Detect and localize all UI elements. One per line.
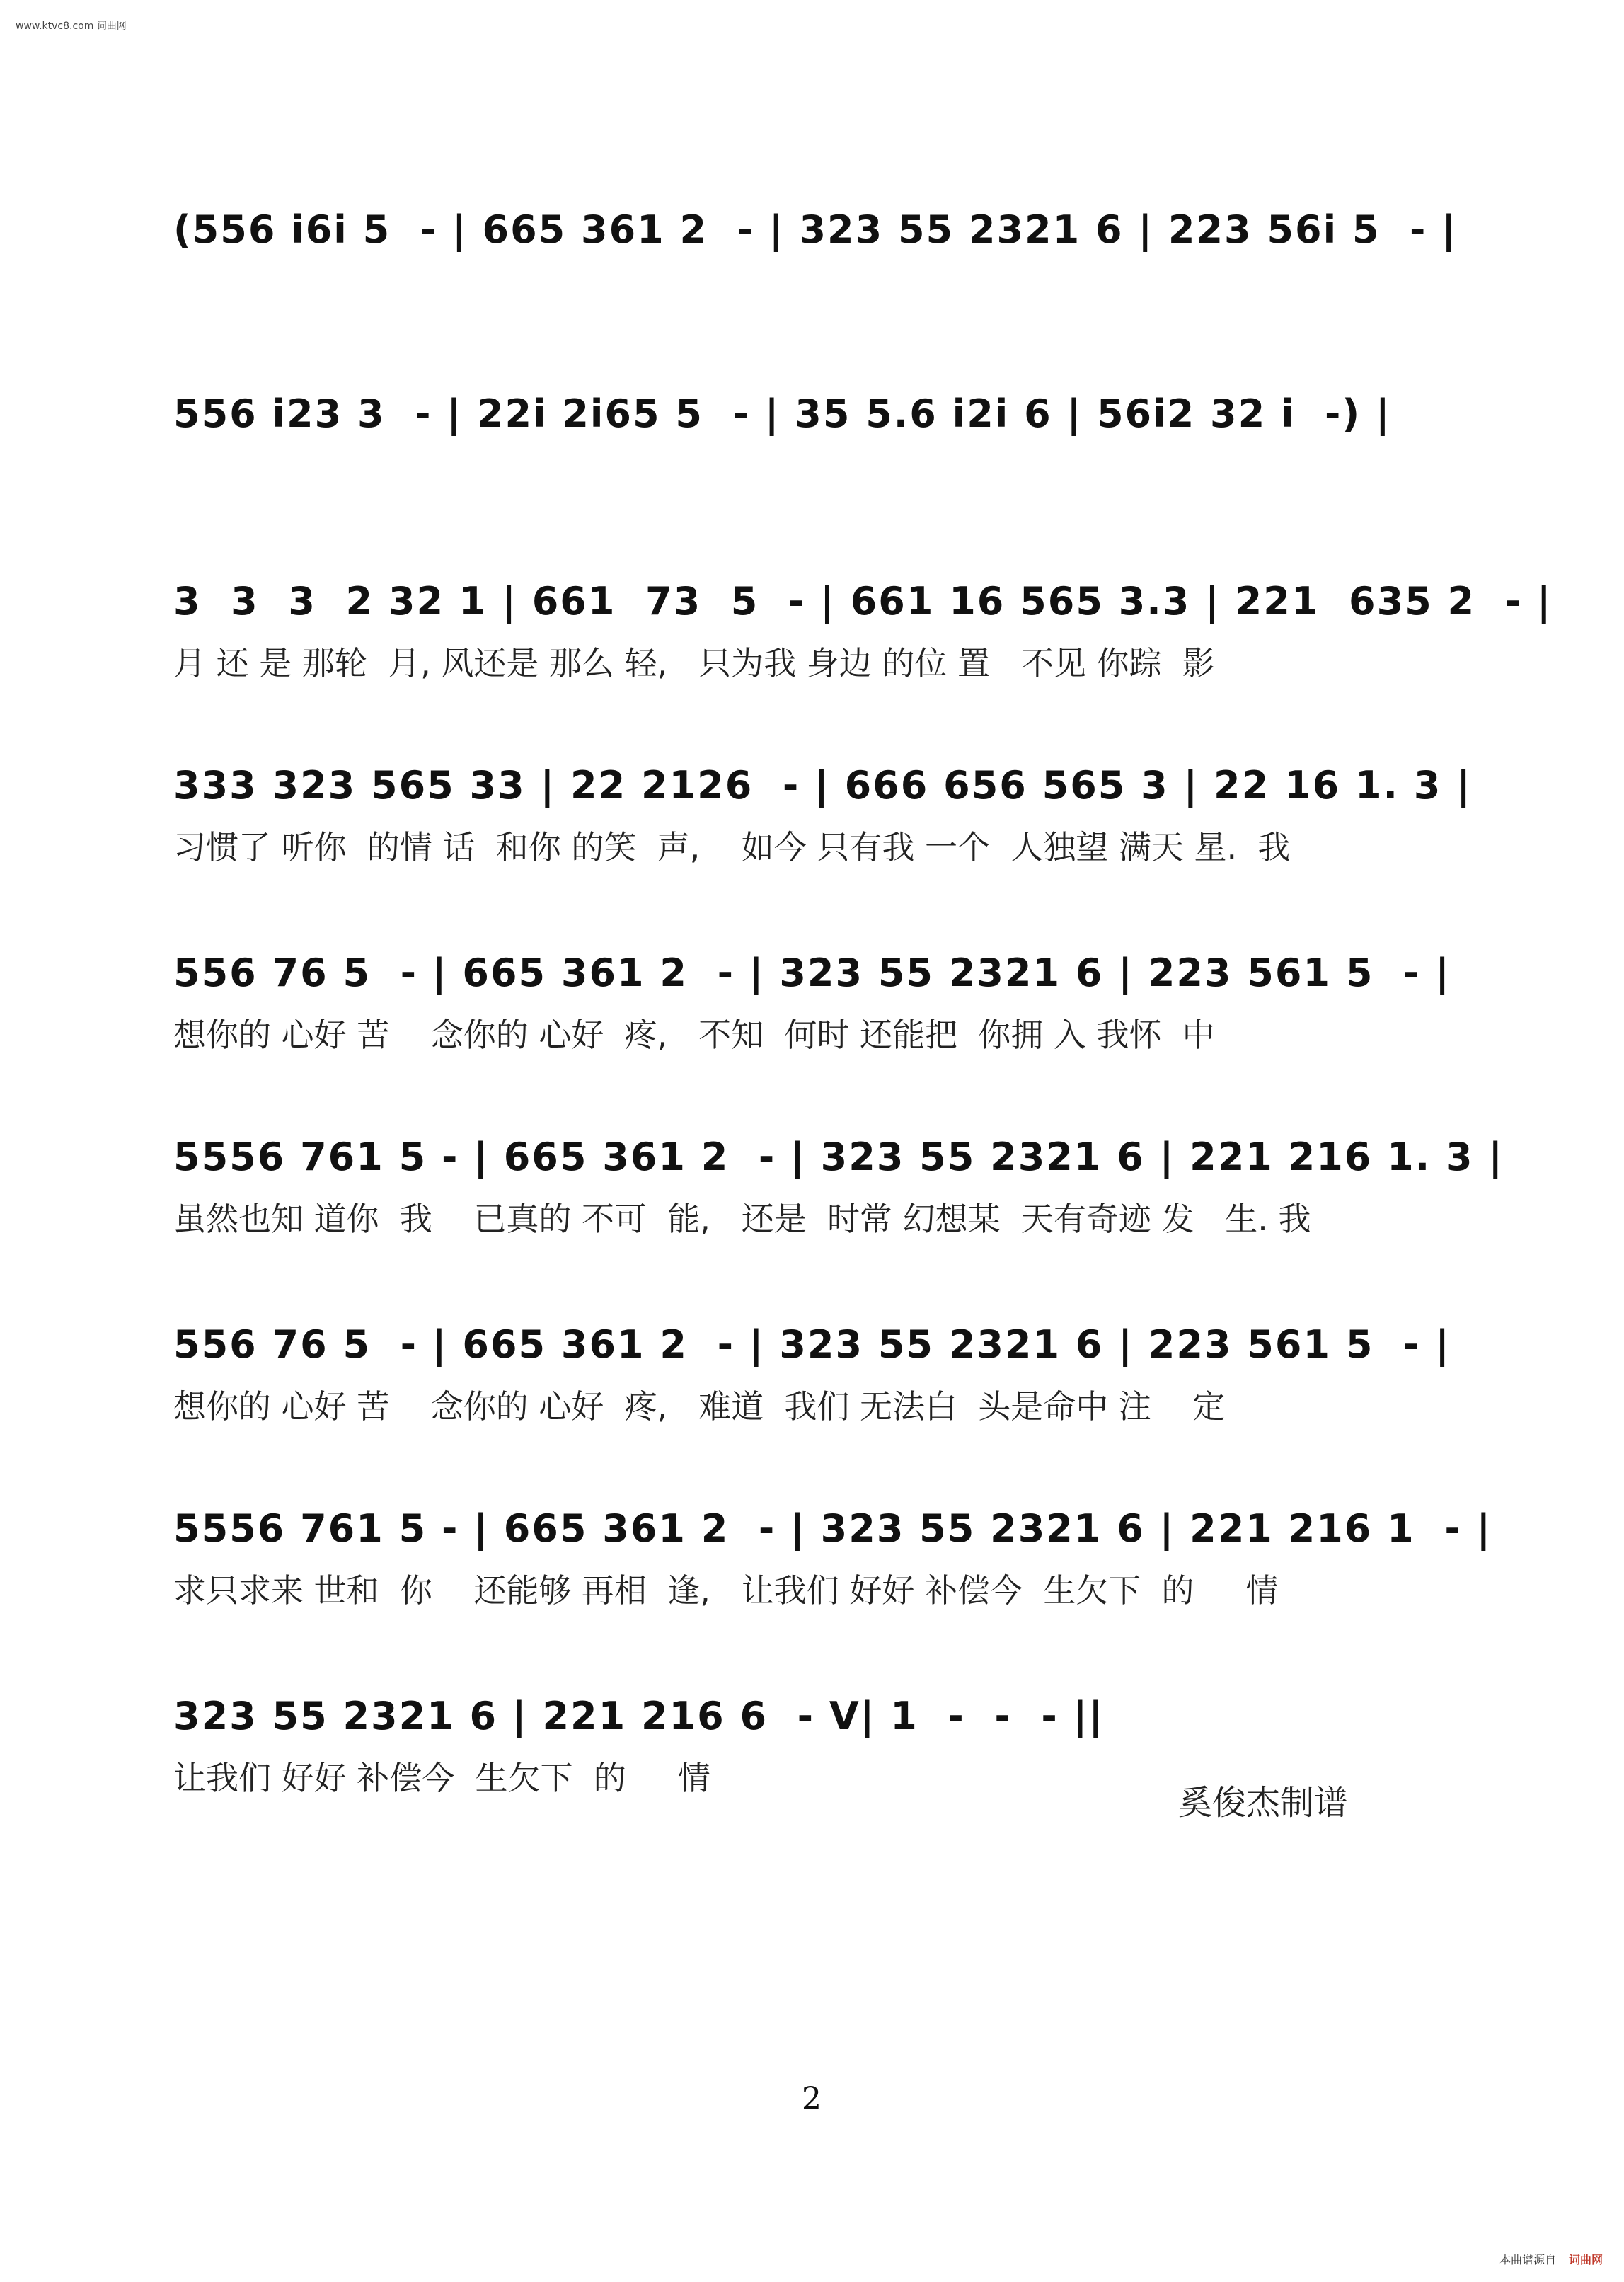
- notation-line: 323 55 2321 6 | 221 216 6 - V| 1 - - - ||: [173, 1694, 1105, 1738]
- page-number: 2: [802, 2081, 822, 2117]
- lyrics-line: 让我们 好好 补偿今 生欠下 的 情: [173, 1759, 710, 1797]
- left-margin-strip: [0, 42, 13, 2240]
- lyrics-line: 虽然也知 道你 我 已真的 不可 能, 还是 时常 幻想某 天有奇迹 发 生. 我: [173, 1200, 1311, 1238]
- notation-line: 556 76 5 - | 665 361 2 - | 323 55 2321 6 | 223 561 5 - |: [173, 1322, 1451, 1367]
- notation-line: (556 i6i 5 - | 665 361 2 - | 323 55 2321 6 | 223 56i 5 - |: [173, 207, 1457, 252]
- lyrics-line: 习惯了 听你 的情 话 和你 的笑 声, 如今 只有我 一个 人独望 满天 星. 我: [173, 828, 1291, 866]
- notation-line: 333 323 565 33 | 22 2126 - | 666 656 565 3 | 22 16 1. 3 |: [173, 763, 1472, 808]
- notation-line: 5556 761 5 - | 665 361 2 - | 323 55 2321 6 | 221 216 1. 3 |: [173, 1135, 1504, 1179]
- notation-line: 556 i23 3 - | 22i 2i65 5 - | 35 5.6 i2i 6 | 56i2 32 i -) |: [173, 391, 1391, 436]
- notation-line: 5556 761 5 - | 665 361 2 - | 323 55 2321 6 | 221 216 1 - |: [173, 1506, 1492, 1551]
- footer-brand: 词曲网: [1568, 2253, 1603, 2266]
- arranger-credit: 奚俊杰制谱: [1178, 1783, 1349, 1823]
- footer-source-label: 本曲谱源自: [1499, 2253, 1556, 2266]
- lyrics-line: 想你的 心好 苦 念你的 心好 疼, 难道 我们 无法白 头是命中 注 定: [173, 1387, 1226, 1426]
- lyrics-line: 想你的 心好 苦 念你的 心好 疼, 不知 何时 还能把 你拥 入 我怀 中: [173, 1016, 1215, 1054]
- right-margin-strip: [1611, 42, 1624, 2240]
- notation-line: 3 3 3 2 32 1 | 661 73 5 - | 661 16 565 3.3 | 221 635 2 - |: [173, 579, 1553, 624]
- notation-line: 556 76 5 - | 665 361 2 - | 323 55 2321 6 | 223 561 5 - |: [173, 951, 1451, 995]
- site-header: www.ktvc8.com 词曲网: [16, 21, 127, 32]
- lyrics-line: 月 还 是 那轮 月, 风还是 那么 轻, 只为我 身边 的位 置 不见 你踪 影: [173, 644, 1215, 682]
- footer: [1499, 2251, 1603, 2267]
- lyrics-line: 求只求来 世和 你 还能够 再相 逢, 让我们 好好 补偿今 生欠下 的 情: [173, 1571, 1279, 1610]
